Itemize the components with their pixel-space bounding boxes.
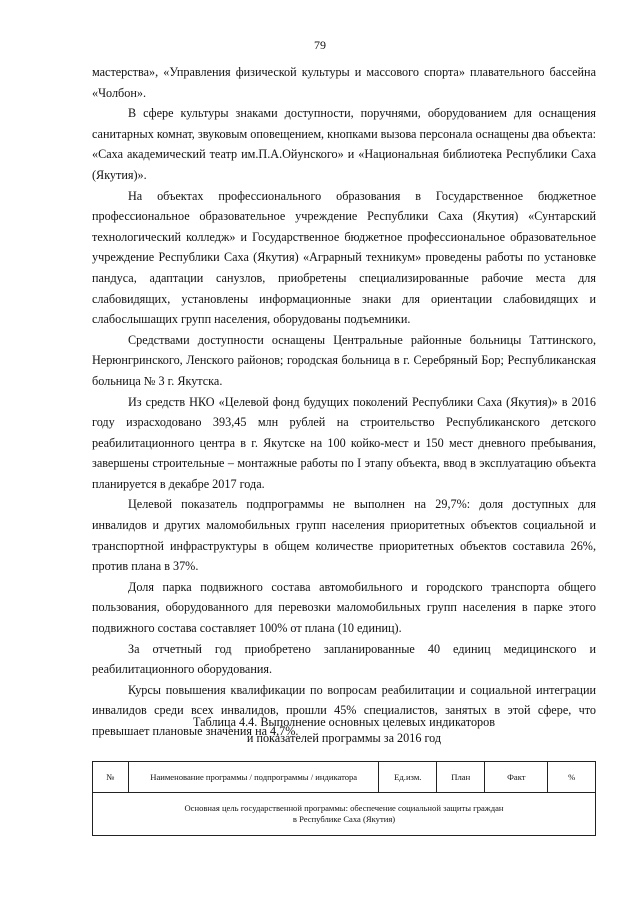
header-number: № <box>93 762 129 793</box>
header-plan: План <box>437 762 485 793</box>
paragraph: Средствами доступности оснащены Центральные районные больницы Таттинского, Нерюнгринского, Ленского районов; городская больница в г. Серебряный Бор; Республиканская больница № 3 г. Якутска. <box>92 332 596 388</box>
header-name: Наименование программы / подпрограммы / индикатора <box>129 762 379 793</box>
page-number: 79 <box>314 38 326 52</box>
paragraph: За отчетный год приобретено запланированные 40 единиц медицинского и реабилитационного оборудования. <box>92 641 596 677</box>
header-fact: Факт <box>485 762 548 793</box>
paragraph: мастерства», «Управления физической культуры и массового спорта» плавательного бассейна «Чолбон». <box>92 65 596 100</box>
paragraph: В сфере культуры знаками доступности, поручнями, оборудованием для оснащения санитарных комнат, звуковым оповещением, кнопками вызова персонала оснащены два объекта: «Саха академический театр им.П.А.Ойунского» и «Национальная библиотека Республики Саха (Якутия)». <box>92 106 596 182</box>
table-caption <box>92 714 596 746</box>
table-caption-line: и показателей программы за 2016 год <box>246 731 442 745</box>
header-percent: % <box>548 762 596 793</box>
body-text <box>92 62 596 742</box>
paragraph: На объектах профессионального образования в Государственное бюджетное профессиональное образовательное учреждение Республики Саха (Якутия) «Сунтарский технологический колледж» и Государственное бюджетное профессиональное образовательное учреждение Республики Саха (Якутия) «Аграрный техникум» проведены работы по установке пандуса, адаптации санузлов, приобретены специализированные рабочие места для слабовидящих, установлены информационные знаки для ориентации слабовидящих и слабослышащих групп населения, оборудованы подъемники. <box>92 188 596 327</box>
header-unit: Ед.изм. <box>379 762 437 793</box>
goal-line: Основная цель государственной программы: обеспечение социальной защиты граждан <box>184 803 504 813</box>
paragraph: Курсы повышения квалификации по вопросам реабилитации и социальной интеграции инвалидов среди всех инвалидов, прошли 45% специалистов, занятых в этой сфере, что превышает плановые значения на 4,7%. <box>92 682 596 738</box>
table-caption-line: Таблица 4.4. Выполнение основных целевых индикаторов <box>193 715 495 729</box>
goal-cell <box>93 793 596 836</box>
paragraph: Целевой показатель подпрограммы не выполнен на 29,7%: доля доступных для инвалидов и других маломобильных групп населения приоритетных объектов социальной и транспортной инфраструктуры в общем количестве приоритетных объектов составила 26%, против плана в 37%. <box>92 497 596 574</box>
goal-line: в Республике Саха (Якутия) <box>292 814 396 824</box>
paragraph: Доля парка подвижного состава автомобильного и городского транспорта общего пользования, оборудованного для перевозки маломобильных групп населения в парке этого подвижного состава составляет 100% от плана (10 единиц). <box>92 579 596 636</box>
indicators-table <box>92 761 596 836</box>
table-header-row <box>93 762 596 793</box>
paragraph: Из средств НКО «Целевой фонд будущих поколений Республики Саха (Якутия)» в 2016 году израсходовано 393,45 млн рублей на строительство Республиканского детского реабилитационного центра в г. Якутске на 100 койко-мест и 150 мест дневного пребывания, завершены строительные – монтажные работы по I этапу объекта, ввод в эксплуатацию объекта планируется в декабре 2017 года. <box>92 394 596 491</box>
table-row <box>93 793 596 836</box>
